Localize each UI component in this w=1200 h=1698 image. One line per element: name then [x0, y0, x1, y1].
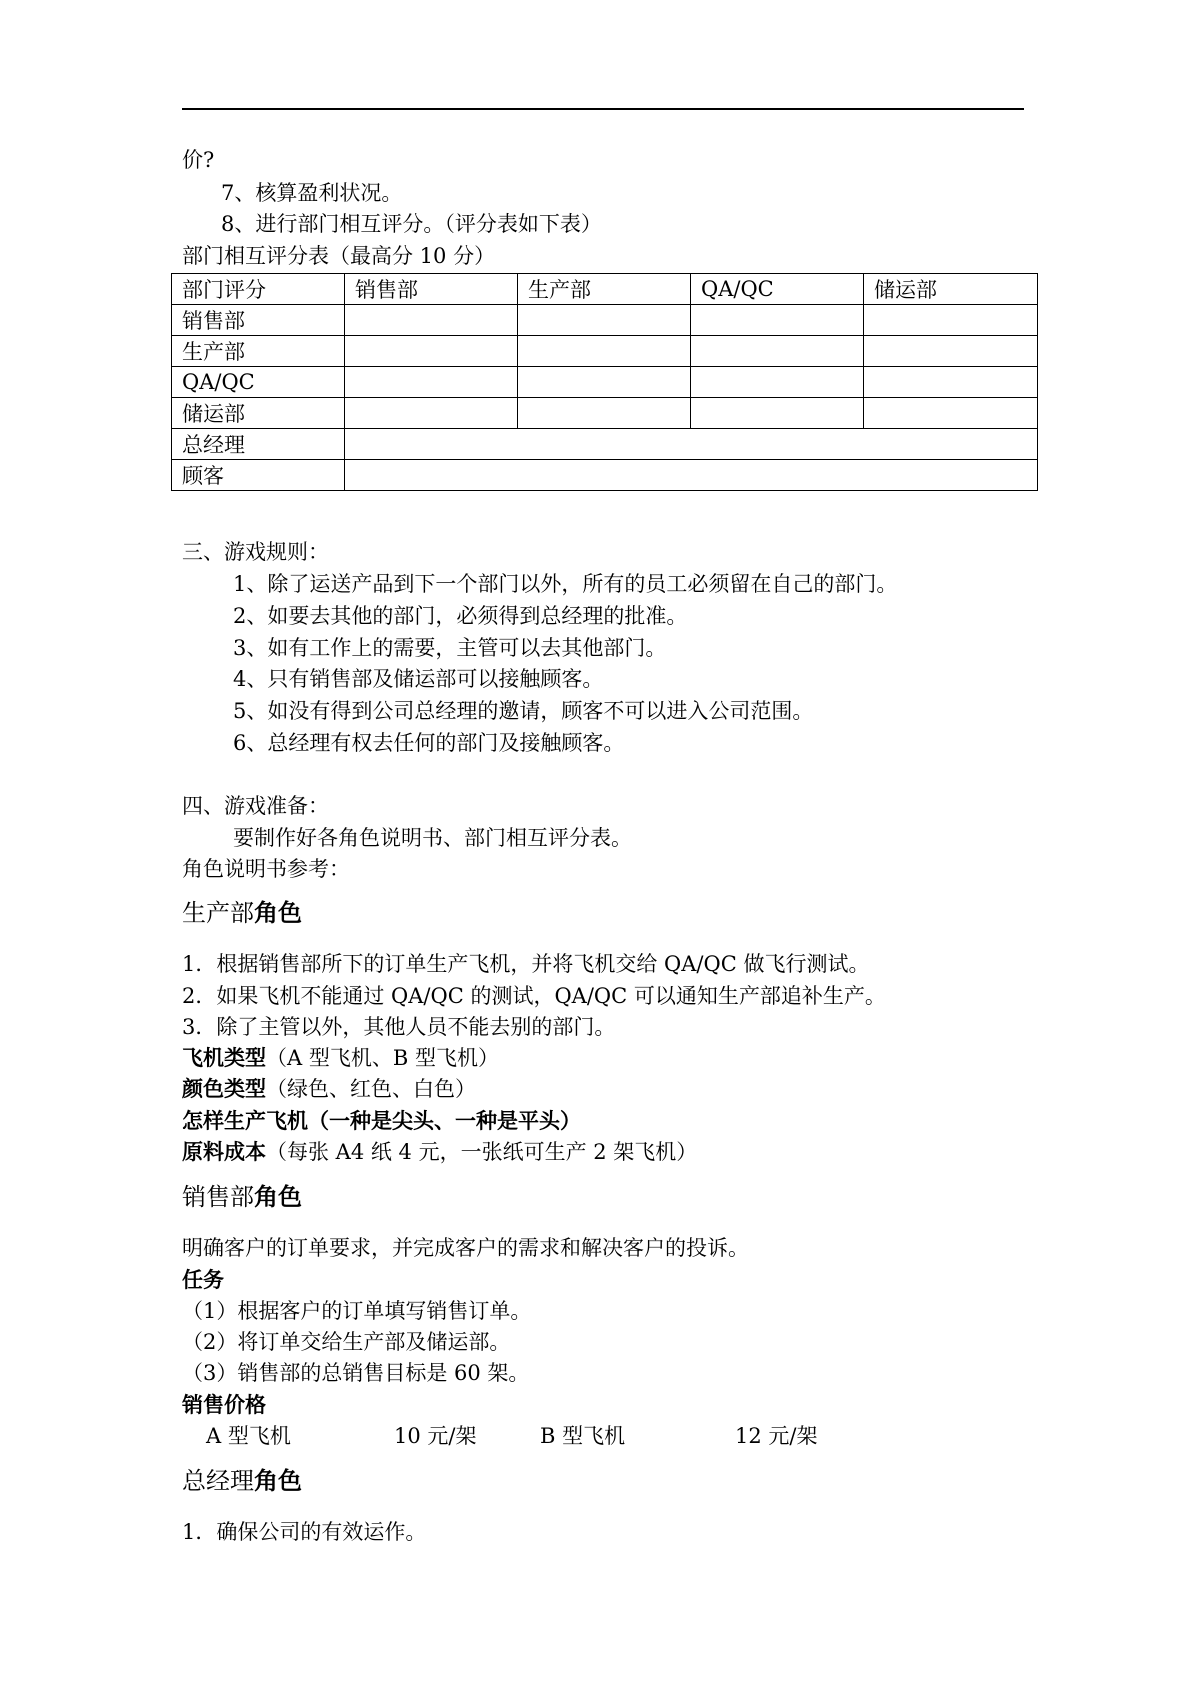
score-cell — [864, 336, 1038, 367]
header-cell: 生产部 — [518, 274, 691, 305]
task-item: （1）根据客户的订单填写销售订单。 — [182, 1299, 532, 1323]
price-label: 销售价格 — [182, 1393, 266, 1417]
score-table — [171, 273, 1038, 491]
continued-text: 价? — [182, 148, 215, 172]
gm-heading: 总经理角色 — [182, 1467, 302, 1495]
material-cost-line: 原料成本（每张 A4 纸 4 元，一张纸可生产 2 架飞机） — [182, 1140, 698, 1164]
merged-score-cell — [345, 429, 1038, 460]
score-cell — [691, 336, 864, 367]
price-a-value: 10 元/架 — [394, 1424, 477, 1448]
task-item: （2）将订单交给生产部及储运部。 — [182, 1330, 511, 1354]
row-label: 储运部 — [172, 398, 345, 429]
header-cell: 部门评分 — [172, 274, 345, 305]
production-heading: 生产部角色 — [182, 899, 302, 927]
rule-item: 4、只有销售部及储运部可以接触顾客。 — [233, 667, 604, 691]
prep-title: 四、游戏准备： — [182, 794, 329, 818]
production-item: 2．如果飞机不能通过 QA/QC 的测试，QA/QC 可以通知生产部追补生产。 — [182, 984, 886, 1008]
score-cell — [345, 367, 518, 398]
score-cell — [864, 398, 1038, 429]
score-cell — [691, 398, 864, 429]
row-label: 销售部 — [172, 305, 345, 336]
gm-item: 1．确保公司的有效运作。 — [182, 1520, 427, 1544]
step-7: 7、核算盈利状况。 — [221, 181, 403, 205]
table-caption: 部门相互评分表（最高分 10 分） — [182, 244, 496, 268]
header-cell: 销售部 — [345, 274, 518, 305]
production-item: 3．除了主管以外，其他人员不能去别的部门。 — [182, 1015, 616, 1039]
task-item: （3）销售部的总销售目标是 60 架。 — [182, 1361, 530, 1385]
score-cell — [518, 305, 691, 336]
plane-type-line: 飞机类型（A 型飞机、B 型飞机） — [182, 1046, 499, 1070]
step-8: 8、进行部门相互评分。（评分表如下表） — [221, 212, 602, 236]
header-cell: 储运部 — [864, 274, 1038, 305]
price-b-value: 12 元/架 — [735, 1424, 818, 1448]
score-cell — [345, 305, 518, 336]
rule-item: 6、总经理有权去任何的部门及接触顾客。 — [233, 731, 625, 755]
task-label: 任务 — [182, 1268, 224, 1292]
score-cell — [345, 336, 518, 367]
rule-item: 3、如有工作上的需要，主管可以去其他部门。 — [233, 636, 667, 660]
header-cell: QA/QC — [691, 274, 864, 305]
row-label: 生产部 — [172, 336, 345, 367]
score-cell — [518, 367, 691, 398]
price-a-name: A 型飞机 — [206, 1424, 291, 1448]
score-cell — [864, 305, 1038, 336]
prep-text: 要制作好各角色说明书、部门相互评分表。 — [233, 826, 632, 850]
score-cell — [518, 398, 691, 429]
table-row — [172, 305, 1038, 336]
table-row — [172, 429, 1038, 460]
merged-score-cell — [345, 460, 1038, 491]
how-to-produce-line: 怎样生产飞机（一种是尖头、一种是平头） — [182, 1109, 581, 1133]
row-label: 总经理 — [172, 429, 345, 460]
sales-heading: 销售部角色 — [182, 1183, 302, 1211]
rule-item: 2、如要去其他的部门，必须得到总经理的批准。 — [233, 604, 688, 628]
table-header-row — [172, 274, 1038, 305]
role-ref-label: 角色说明书参考： — [182, 857, 350, 881]
row-label: 顾客 — [172, 460, 345, 491]
table-row — [172, 336, 1038, 367]
header-rule — [182, 108, 1024, 110]
production-item: 1．根据销售部所下的订单生产飞机，并将飞机交给 QA/QC 做飞行测试。 — [182, 952, 870, 976]
score-cell — [691, 305, 864, 336]
color-type-line: 颜色类型（绿色、红色、白色） — [182, 1077, 476, 1101]
row-label: QA/QC — [172, 367, 345, 398]
sales-desc: 明确客户的订单要求，并完成客户的需求和解决客户的投诉。 — [182, 1236, 749, 1260]
table-row — [172, 460, 1038, 491]
rule-item: 5、如没有得到公司总经理的邀请，顾客不可以进入公司范围。 — [233, 699, 814, 723]
score-cell — [691, 367, 864, 398]
score-cell — [345, 398, 518, 429]
score-cell — [864, 367, 1038, 398]
score-cell — [518, 336, 691, 367]
rules-title: 三、游戏规则： — [182, 540, 329, 564]
table-row — [172, 398, 1038, 429]
table-row — [172, 367, 1038, 398]
price-b-name: B 型飞机 — [540, 1424, 626, 1448]
rule-item: 1、除了运送产品到下一个部门以外，所有的员工必须留在自己的部门。 — [233, 572, 898, 596]
